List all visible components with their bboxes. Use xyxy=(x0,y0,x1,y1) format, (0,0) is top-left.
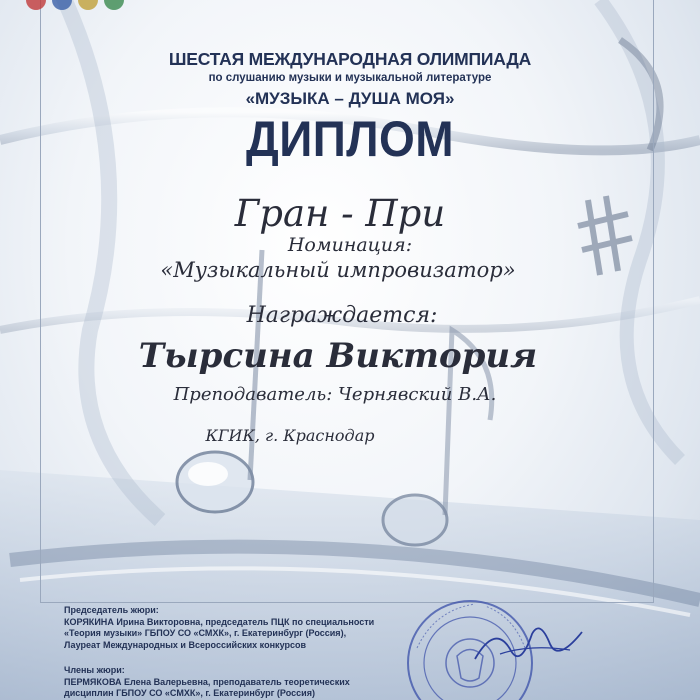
institution-line: КГИК, г. Краснодар xyxy=(205,426,375,445)
document-type-heading: ДИПЛОМ xyxy=(245,111,455,167)
jury-chair-block xyxy=(64,605,374,651)
award-title: Гран - При xyxy=(234,192,446,235)
signature-icon xyxy=(470,614,590,674)
jury-chair-affiliation: «Теория музыки» ГБПОУ СО «СМХК», г. Екатеринбург (Россия), xyxy=(64,628,347,639)
jury-chair-title: Лауреат Международных и Всероссийских конкурсов xyxy=(64,639,307,651)
awarded-label: Награждается: xyxy=(246,303,438,328)
olympiad-motto: «МУЗЫКА – ДУША МОЯ» xyxy=(245,89,455,108)
olympiad-title: ШЕСТАЯ МЕЖДУНАРОДНАЯ ОЛИМПИАДА xyxy=(168,49,532,69)
jury-member-name: ПЕРМЯКОВА Елена Валерьевна, преподаватель теоретических xyxy=(64,676,350,688)
jury-members-heading: Члены жюри: xyxy=(64,665,125,676)
recipient-name: Тырсина Виктория xyxy=(138,336,538,376)
teacher-line: Преподаватель: Чернявский В.А. xyxy=(173,384,497,405)
nomination-label: Номинация: xyxy=(287,234,413,256)
jury-member-affiliation: дисциплин ГБПОУ СО «СМХК», г. Екатеринбург (Россия) xyxy=(64,688,315,699)
jury-chair-name: КОРЯКИНА Ирина Викторовна, председатель ПЦК по специальности xyxy=(64,616,375,628)
nomination-value: «Музыкальный импровизатор» xyxy=(160,258,516,282)
organizer-logo-icon xyxy=(16,0,134,16)
jury-chair-heading: Председатель жюри: xyxy=(64,605,159,616)
jury-members-block xyxy=(64,665,350,700)
olympiad-subtitle: по слушанию музыки и музыкальной литературе xyxy=(208,72,492,84)
